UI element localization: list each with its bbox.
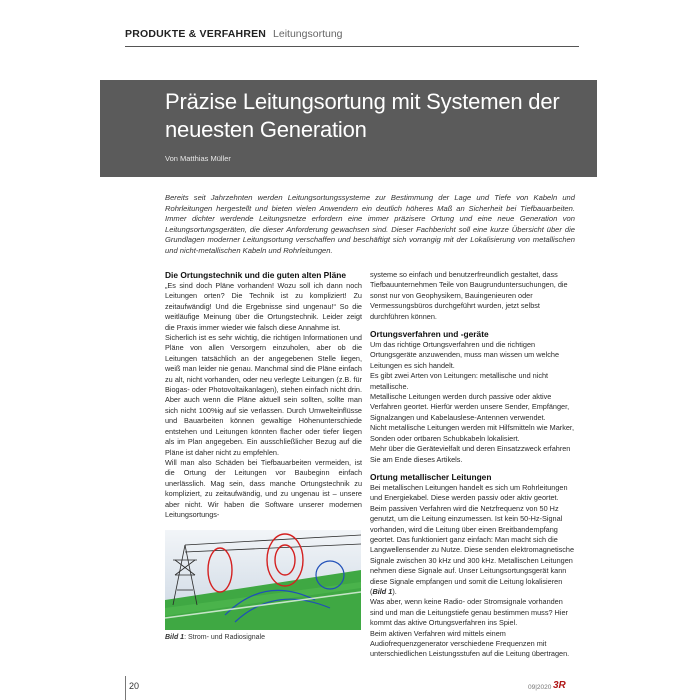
bild-ref-close: ). [392, 586, 397, 596]
figure-image [165, 530, 361, 630]
subsection-label: Leitungsortung [273, 28, 343, 40]
signal-illustration [165, 530, 361, 630]
section3-paragraph: Was aber, wenn keine Radio- oder Stromsignale vorhanden sind und man die Leitungstiefe genau bestimmen muss? Hier kommt das aktive Ortungsverfahren ins Spiel. [370, 597, 568, 628]
bild-reference: Bild 1 [372, 586, 393, 596]
section3-paragraph: Bei metallischen Leitungen handelt es sich um Rohrleitungen und Energiekabel. Diese werden passiv oder aktiv geortet. [370, 482, 568, 503]
left-paragraph: Will man also Schäden bei Tiefbauarbeiten vermeiden, ist die Ortung der Leitungen vor Baubeginn einfach unerlässlich. Mag sein, dass manche Ortungstechnik zu kompliziert, zu zeitaufwändig, und zu ungenau ist – unsere aber nicht. Wir haben die Software unserer modernen Leitungsortungs- [165, 457, 362, 519]
author-byline: Von Matthias Müller [165, 154, 231, 163]
caption-label: Bild 1 [165, 634, 185, 641]
continuation-paragraph: systeme so einfach und benutzerfreundlich gestaltet, dass Tiefbauunternehmen Teile von Baugrunduntersuchungen, die sonst nur von Geophysikern, Bauingenieuren oder Vermessungsbüros durchgeführt wurden, jetzt selbst durchführen können. [370, 270, 568, 321]
caption-text: : Strom- und Radiosignale [184, 634, 265, 641]
header-divider [125, 46, 579, 47]
section-label: PRODUKTE & VERFAHREN [125, 28, 267, 40]
title-line-2: neuesten Generation [165, 117, 367, 142]
left-paragraph: Sicherlich ist es sehr wichtig, die richtigen Informationen und Pläne von allen Versorgern einzuholen, aber ob die Leitungen tatsächlich an der angegebenen Stelle liegen, weiß man leider nie genau. Manchmal sind die Pläne einfach zu alt, nicht vorhanden, oder neu verlegte Leitungen (z.B. für Biogas- oder Photovoltaikanlagen), stehen einfach nicht drin. Aber auch wenn die Pläne aktuell sein sollten, sollte man sich nicht 100%ig auf sie verlassen. Durch Umwelteinflüsse und Bauarbeiten können gewaltige Höhenunterschiede entstehen und Leitungen könnten flacher oder tiefer liegen als im Plan angegeben. Ein ausschließlicher Bezug auf die Pläne ist daher nicht zu empfehlen. [165, 333, 362, 457]
section3-heading: Ortung metallischer Leitungen [370, 471, 492, 482]
issue-label: 09|2020 [528, 684, 552, 691]
section3-paragraph: Beim aktiven Verfahren wird mittels einem Audiofrequenzgenerator verschiedene Frequenzen mit unterschiedlichen Leistungsstufen auf die Leitung übertragen. [370, 628, 570, 659]
section2-paragraph: Nicht metallische Leitungen werden mit Hilfsmitteln wie Marker, Sonden oder ortbaren Schubkabeln lokalisiert. [370, 423, 574, 443]
left-heading: Die Ortungstechnik und die guten alten Pläne [165, 270, 347, 280]
bild-ref-open: ( [370, 586, 373, 596]
title-line-1: Präzise Leitungsortung mit Systemen der [165, 89, 560, 114]
left-column [165, 270, 362, 520]
section2-paragraph: Es gibt zwei Arten von Leitungen: metallische und nicht metallische. [370, 371, 549, 391]
section2-paragraph: Metallische Leitungen werden durch passive oder aktive Verfahren geortet. Hierfür werden unsere Sender, Empfänger, Signalzangen und Kabelauslese-Antennen verwendet. [370, 392, 570, 422]
article-title [165, 88, 575, 144]
right-column [370, 270, 576, 660]
section3-paragraph [370, 504, 576, 598]
section2-heading: Ortungsverfahren und -geräte [370, 329, 489, 340]
footer-divider [125, 676, 126, 700]
section-header [125, 28, 343, 40]
article-lead: Bereits seit Jahrzehnten werden Leitungsortungssysteme zur Bestimmung der Lage und Tiefe von Kabeln und Rohrleitungen hergestellt und bieten vielen Anwendern ein deutlich höheres Maß an Sicherheit bei Tiefbauarbeiten. Immer dichter werdende Leitungsnetze erfordern eine immer präzisere Ortung und eine neue Generation von Leitungsortungsgeräten, die dieser Anforderung gewachsen sind. Dieser Fachbericht soll eine kurze Übersicht über die Grundlagen moderner Leitungsortung verschaffen und beschäftigt sich vorrangig mit der Lokalisierung von metallischen und nicht-metallischen Kabeln und Rohrleitungen. [165, 193, 575, 255]
page-number: 20 [129, 681, 140, 691]
left-paragraph: „Es sind doch Pläne vorhanden! Wozu soll ich dann noch Leitungen orten? Die Technik ist zu kompliziert! Zu zeitaufwändig! Und die Ergebnisse sind ungenau!“ So die weitläufige Meinung über die Ortungstechnik. Leider zeigt die Praxis immer wieder wie falsch diese Annahme ist. [165, 281, 362, 332]
section2-paragraph: Um das richtige Ortungsverfahren und die richtigen Ortungsgeräte anzuwenden, muss man wissen um welche Leitungen es sich handelt. [370, 340, 560, 370]
section2-paragraph: Mehr über die Gerätevielfalt und deren Einsatzzweck erfahren Sie am Ende dieses Artikels. [370, 444, 571, 464]
figure-caption [165, 634, 265, 641]
section3-text: Beim passiven Verfahren wird die Netzfrequenz von 50 Hz genutzt, um die Leitung einzumessen. Ist kein 50-Hz-Signal vorhanden, wird die Leitung über einen Breitbandempfang geortet. Das funktioniert ganz einfach: Man macht sich die Langwellensender zu Nutze. Diese senden elektromagnetische Signale zwischen 30 kHz und 300 kHz. Metallischen Leitungen nehmen diese Signale auf. Unser Leitungsortungsgerät kann diese Signale empfangen und somit die Leitung lokalisieren [370, 503, 575, 586]
publisher-logo: 3R [553, 680, 566, 691]
